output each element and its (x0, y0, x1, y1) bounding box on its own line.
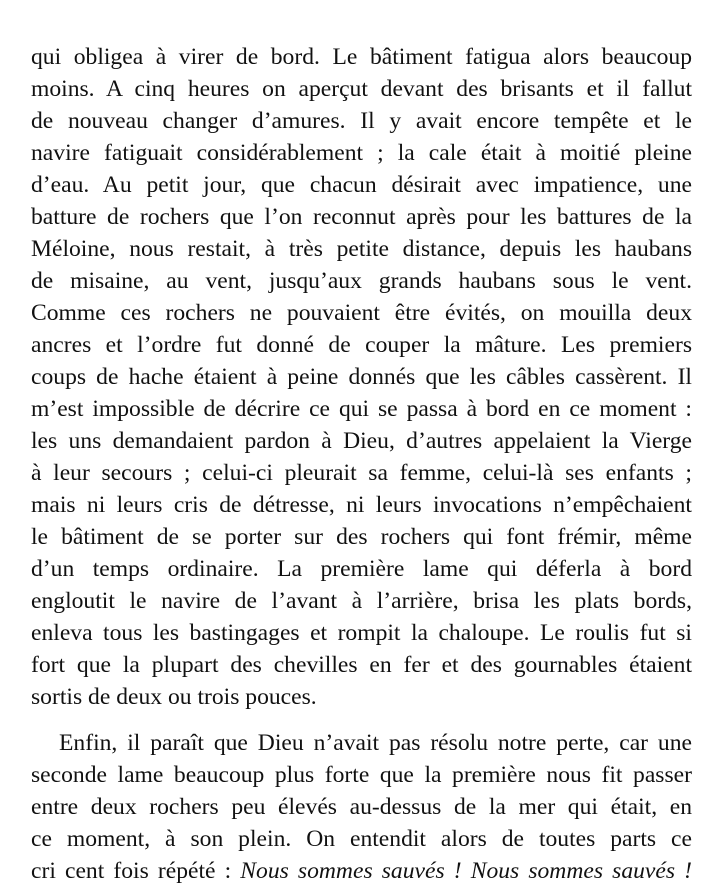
text-line: sortis de deux ou trois pouces. (31, 684, 317, 710)
text-line: Enfin, il paraît que Dieu n’avait pas résolu notre perte, car une (59, 730, 692, 756)
text-line: fort que la plupart des chevilles en fer et des gournables étaient (31, 652, 692, 678)
text-line: engloutit le navire de l’avant à l’arrière, brisa les plats bords, (31, 588, 692, 614)
text-line: de misaine, au vent, jusqu’aux grands haubans sous le vent. (31, 268, 692, 294)
text-line: ce moment, à son plein. On entendit alors de toutes parts ce (31, 826, 692, 852)
text-line: ancres et l’ordre fut donné de couper la mâture. Les premiers (31, 332, 692, 358)
text-line: m’est impossible de décrire ce qui se passa à bord en ce moment : (31, 396, 692, 422)
text-line: batture de rochers que l’on reconnut après pour les battures de la (31, 204, 692, 230)
text-line: Comme ces rochers ne pouvaient être évités, on mouilla deux (31, 300, 692, 326)
text-line: Méloine, nous restait, à très petite distance, depuis les haubans (31, 236, 692, 262)
text-line: entre deux rochers peu élevés au-dessus de la mer qui était, en (31, 794, 692, 820)
text-line: les uns demandaient pardon à Dieu, d’autres appelaient la Vierge (31, 428, 692, 454)
text-line (31, 855, 692, 887)
text-line: mais ni leurs cris de détresse, ni leurs invocations n’empêchaient (31, 492, 692, 518)
text-line: seconde lame beaucoup plus forte que la première nous fit passer (31, 762, 692, 788)
text-line: d’eau. Au petit jour, que chacun désirait avec impatience, une (31, 172, 692, 198)
text-line: navire fatiguait considérablement ; la cale était à moitié pleine (31, 140, 692, 166)
text-line: coups de hache étaient à peine donnés que les câbles cassèrent. Il (31, 364, 692, 390)
text-line: le bâtiment de se porter sur des rochers qui font frémir, même (31, 524, 692, 550)
text-line: moins. A cinq heures on aperçut devant des brisants et il fallut (31, 76, 692, 102)
text-line: d’un temps ordinaire. La première lame qui déferla à bord (31, 556, 692, 582)
text-line: à leur secours ; celui-ci pleurait sa femme, celui-là ses enfants ; (31, 460, 692, 486)
text-fragment: cri cent fois répété : (31, 858, 241, 884)
text-line: de nouveau changer d’amures. Il y avait encore tempête et le (31, 108, 692, 134)
text-line: qui obligea à virer de bord. Le bâtiment fatigua alors beaucoup (31, 44, 692, 70)
text-line: enleva tous les bastingages et rompit la chaloupe. Le roulis fut si (31, 620, 692, 646)
italic-exclamation: Nous sommes sauvés ! Nous sommes sauvés ! (240, 858, 693, 884)
